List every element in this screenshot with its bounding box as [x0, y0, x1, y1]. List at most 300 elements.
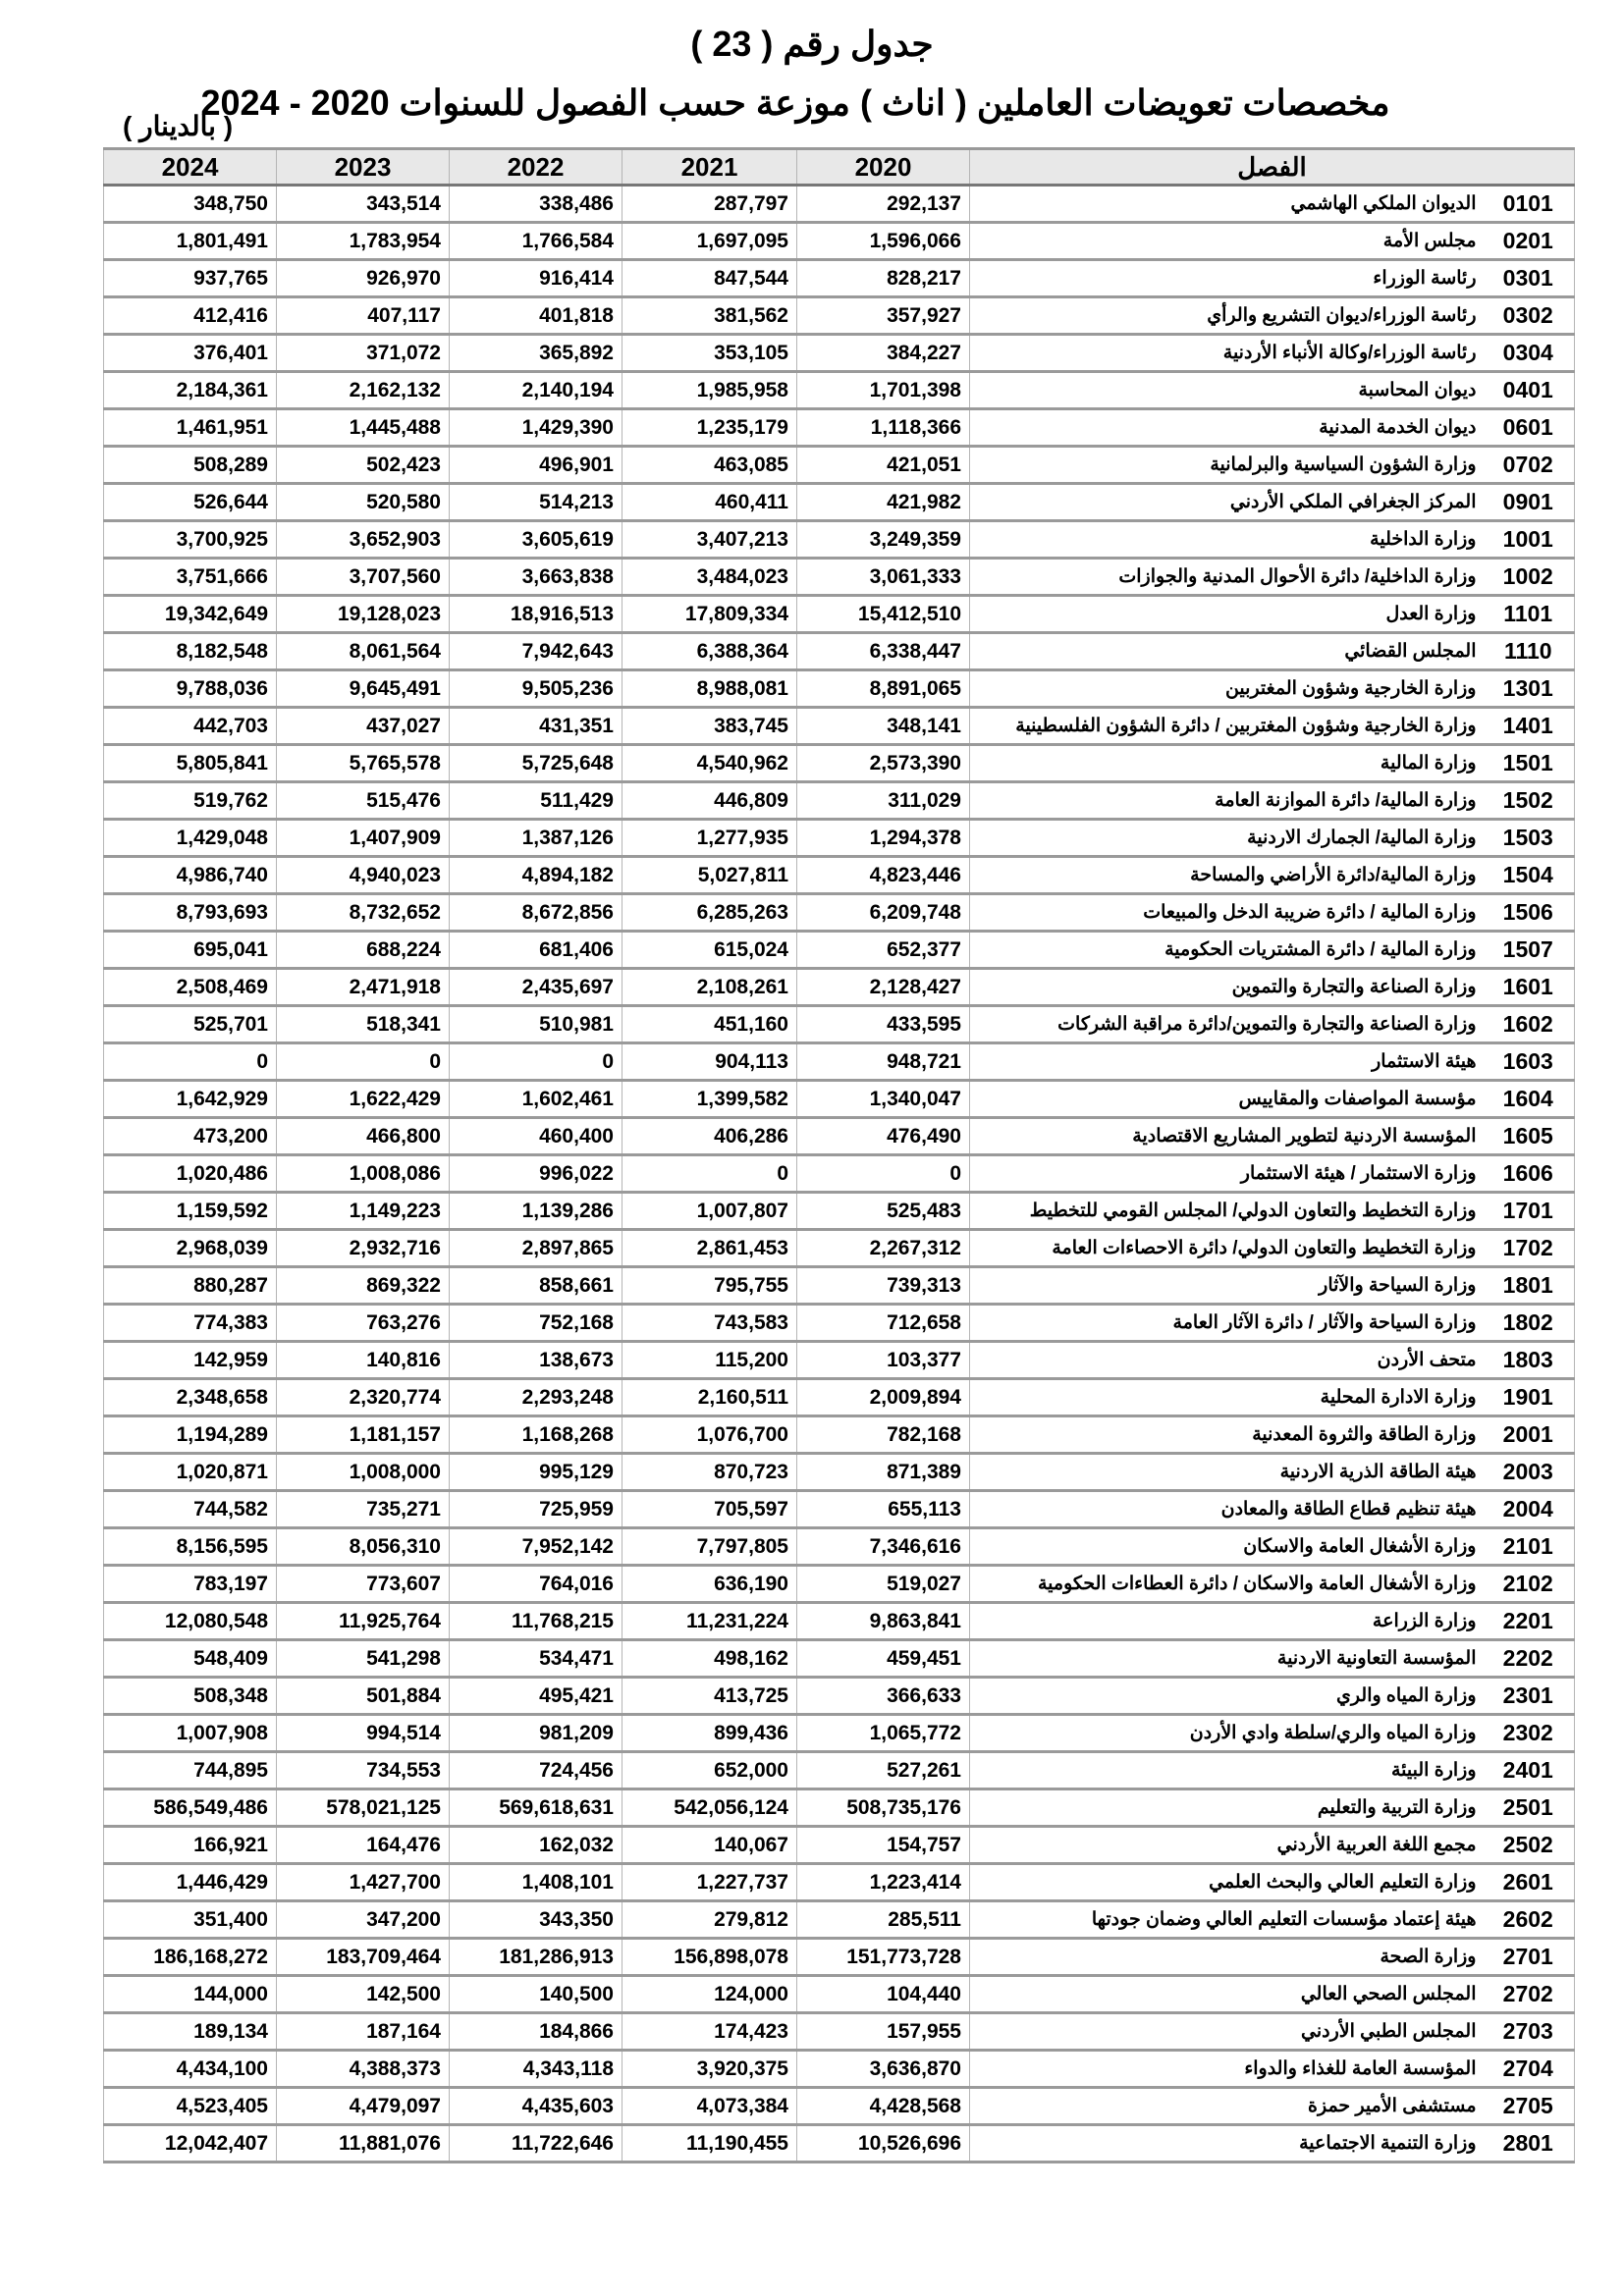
value-2022: 7,952,142	[450, 1528, 623, 1566]
table-row	[104, 1715, 1575, 1752]
value-2022: 184,866	[450, 2013, 623, 2051]
value-2020: 739,313	[797, 1267, 970, 1305]
header-chapter: الفصل	[970, 149, 1575, 186]
table-row	[104, 1491, 1575, 1528]
table-row	[104, 1752, 1575, 1789]
chapter-name: وزارة المياه والري/سلطة وادي الأردن	[970, 1715, 1483, 1752]
value-2022: 401,818	[450, 297, 623, 335]
value-2023: 11,925,764	[277, 1603, 450, 1640]
table-row	[104, 857, 1575, 894]
value-2022: 8,672,856	[450, 894, 623, 932]
value-2022: 3,663,838	[450, 559, 623, 596]
value-2021: 1,277,935	[623, 820, 797, 857]
value-2024: 695,041	[104, 932, 277, 969]
value-2020: 103,377	[797, 1342, 970, 1379]
chapter-name: وزارة الصناعة والتجارة والتموين	[970, 969, 1483, 1006]
value-2023: 347,200	[277, 1901, 450, 1939]
chapter-name: وزارة التربية والتعليم	[970, 1789, 1483, 1827]
chapter-name: الديوان الملكي الهاشمي	[970, 186, 1483, 223]
value-2022: 495,421	[450, 1678, 623, 1715]
chapter-code: 1101	[1483, 596, 1575, 633]
value-2020: 3,636,870	[797, 2051, 970, 2088]
value-2021: 17,809,334	[623, 596, 797, 633]
value-2021: 8,988,081	[623, 670, 797, 708]
value-2023: 5,765,578	[277, 745, 450, 782]
value-2020: 366,633	[797, 1678, 970, 1715]
value-2024: 8,156,595	[104, 1528, 277, 1566]
value-2022: 3,605,619	[450, 521, 623, 559]
value-2024: 937,765	[104, 260, 277, 297]
value-2020: 527,261	[797, 1752, 970, 1789]
value-2020: 285,511	[797, 1901, 970, 1939]
value-2023: 2,471,918	[277, 969, 450, 1006]
value-2024: 4,986,740	[104, 857, 277, 894]
value-2020: 525,483	[797, 1193, 970, 1230]
table-row	[104, 1827, 1575, 1864]
value-2022: 7,942,643	[450, 633, 623, 670]
value-2022: 995,129	[450, 1454, 623, 1491]
chapter-name: وزارة الداخلية	[970, 521, 1483, 559]
table-row	[104, 2088, 1575, 2125]
chapter-name: وزارة السياحة والآثار / دائرة الآثار العامة	[970, 1305, 1483, 1342]
value-2022: 725,959	[450, 1491, 623, 1528]
value-2024: 144,000	[104, 1976, 277, 2013]
value-2021: 1,985,958	[623, 372, 797, 409]
value-2022: 1,168,268	[450, 1416, 623, 1454]
chapter-name: وزارة التخطيط والتعاون الدولي/ المجلس القومي للتخطيط	[970, 1193, 1483, 1230]
value-2024: 1,461,951	[104, 409, 277, 447]
value-2020: 154,757	[797, 1827, 970, 1864]
table-row	[104, 297, 1575, 335]
header-2020: 2020	[797, 149, 970, 186]
chapter-code: 2702	[1483, 1976, 1575, 2013]
chapter-code: 2101	[1483, 1528, 1575, 1566]
value-2023: 4,479,097	[277, 2088, 450, 2125]
value-2022: 338,486	[450, 186, 623, 223]
value-2024: 526,644	[104, 484, 277, 521]
chapter-name: هيئة الاستثمار	[970, 1043, 1483, 1081]
value-2021: 1,007,807	[623, 1193, 797, 1230]
value-2020: 828,217	[797, 260, 970, 297]
value-2023: 142,500	[277, 1976, 450, 2013]
value-2022: 569,618,631	[450, 1789, 623, 1827]
value-2022: 916,414	[450, 260, 623, 297]
table-row	[104, 1267, 1575, 1305]
value-2021: 463,085	[623, 447, 797, 484]
value-2024: 1,020,486	[104, 1155, 277, 1193]
table-row	[104, 708, 1575, 745]
value-2021: 615,024	[623, 932, 797, 969]
value-2022: 496,901	[450, 447, 623, 484]
value-2022: 11,768,215	[450, 1603, 623, 1640]
table-row	[104, 2013, 1575, 2051]
chapter-name: وزارة المالية/دائرة الأراضي والمساحة	[970, 857, 1483, 894]
value-2024: 880,287	[104, 1267, 277, 1305]
chapter-name: رئاسة الوزراء/وكالة الأنباء الأردنية	[970, 335, 1483, 372]
chapter-code: 0702	[1483, 447, 1575, 484]
table-row	[104, 2125, 1575, 2163]
value-2020: 459,451	[797, 1640, 970, 1678]
value-2024: 1,642,929	[104, 1081, 277, 1118]
chapter-code: 1602	[1483, 1006, 1575, 1043]
value-2023: 541,298	[277, 1640, 450, 1678]
value-2022: 1,408,101	[450, 1864, 623, 1901]
table-header-row	[104, 149, 1575, 186]
chapter-code: 1507	[1483, 932, 1575, 969]
chapter-name: رئاسة الوزراء	[970, 260, 1483, 297]
chapter-name: وزارة الادارة المحلية	[970, 1379, 1483, 1416]
chapter-name: وزارة المالية/ دائرة الموازنة العامة	[970, 782, 1483, 820]
value-2023: 2,162,132	[277, 372, 450, 409]
chapter-code: 1301	[1483, 670, 1575, 708]
value-2021: 140,067	[623, 1827, 797, 1864]
value-2020: 2,128,427	[797, 969, 970, 1006]
value-2022: 2,293,248	[450, 1379, 623, 1416]
chapter-code: 2401	[1483, 1752, 1575, 1789]
table-row	[104, 1230, 1575, 1267]
chapter-code: 2501	[1483, 1789, 1575, 1827]
value-2022: 140,500	[450, 1976, 623, 2013]
chapter-name: هيئة إعتماد مؤسسات التعليم العالي وضمان جودتها	[970, 1901, 1483, 1939]
chapter-code: 1801	[1483, 1267, 1575, 1305]
value-2021: 542,056,124	[623, 1789, 797, 1827]
value-2023: 9,645,491	[277, 670, 450, 708]
value-2021: 2,108,261	[623, 969, 797, 1006]
chapter-name: وزارة الأشغال العامة والاسكان	[970, 1528, 1483, 1566]
value-2020: 2,009,894	[797, 1379, 970, 1416]
value-2020: 15,412,510	[797, 596, 970, 633]
value-2024: 783,197	[104, 1566, 277, 1603]
chapter-code: 1601	[1483, 969, 1575, 1006]
value-2024: 2,968,039	[104, 1230, 277, 1267]
table-row	[104, 186, 1575, 223]
value-2020: 7,346,616	[797, 1528, 970, 1566]
chapter-code: 0601	[1483, 409, 1575, 447]
value-2022: 858,661	[450, 1267, 623, 1305]
value-2022: 11,722,646	[450, 2125, 623, 2163]
value-2024: 142,959	[104, 1342, 277, 1379]
value-2024: 412,416	[104, 297, 277, 335]
table-row	[104, 447, 1575, 484]
chapter-name: رئاسة الوزراء/ديوان التشريع والرأي	[970, 297, 1483, 335]
value-2022: 4,894,182	[450, 857, 623, 894]
value-2023: 1,149,223	[277, 1193, 450, 1230]
value-2020: 1,065,772	[797, 1715, 970, 1752]
value-2023: 501,884	[277, 1678, 450, 1715]
value-2024: 744,895	[104, 1752, 277, 1789]
chapter-name: وزارة المياه والري	[970, 1678, 1483, 1715]
chapter-name: وزارة الشؤون السياسية والبرلمانية	[970, 447, 1483, 484]
value-2023: 926,970	[277, 260, 450, 297]
value-2023: 2,320,774	[277, 1379, 450, 1416]
value-2020: 8,891,065	[797, 670, 970, 708]
value-2023: 1,407,909	[277, 820, 450, 857]
chapter-code: 2001	[1483, 1416, 1575, 1454]
value-2020: 6,209,748	[797, 894, 970, 932]
value-2022: 724,456	[450, 1752, 623, 1789]
value-2021: 174,423	[623, 2013, 797, 2051]
chapter-code: 1606	[1483, 1155, 1575, 1193]
value-2020: 157,955	[797, 2013, 970, 2051]
value-2023: 8,732,652	[277, 894, 450, 932]
value-2023: 407,117	[277, 297, 450, 335]
table-number-title: جدول رقم ( 23 )	[690, 24, 934, 64]
value-2021: 743,583	[623, 1305, 797, 1342]
value-2024: 1,194,289	[104, 1416, 277, 1454]
chapter-name: ديوان الخدمة المدنية	[970, 409, 1483, 447]
chapter-code: 2302	[1483, 1715, 1575, 1752]
value-2023: 578,021,125	[277, 1789, 450, 1827]
chapter-name: وزارة الداخلية/ دائرة الأحوال المدنية والجوازات	[970, 559, 1483, 596]
chapter-code: 1401	[1483, 708, 1575, 745]
value-2020: 655,113	[797, 1491, 970, 1528]
value-2020: 1,340,047	[797, 1081, 970, 1118]
chapter-code: 1802	[1483, 1305, 1575, 1342]
chapter-name: المجلس القضائي	[970, 633, 1483, 670]
value-2021: 6,388,364	[623, 633, 797, 670]
value-2023: 11,881,076	[277, 2125, 450, 2163]
table-row	[104, 745, 1575, 782]
value-2020: 1,596,066	[797, 223, 970, 260]
table-row	[104, 1789, 1575, 1827]
table-row	[104, 1976, 1575, 2013]
value-2024: 774,383	[104, 1305, 277, 1342]
value-2023: 994,514	[277, 1715, 450, 1752]
chapter-code: 1901	[1483, 1379, 1575, 1416]
value-2024: 3,751,666	[104, 559, 277, 596]
value-2024: 376,401	[104, 335, 277, 372]
value-2020: 508,735,176	[797, 1789, 970, 1827]
value-2020: 357,927	[797, 297, 970, 335]
chapter-code: 0401	[1483, 372, 1575, 409]
currency-unit-label: ( بالدينار )	[123, 111, 234, 141]
chapter-code: 1502	[1483, 782, 1575, 820]
value-2021: 2,160,511	[623, 1379, 797, 1416]
value-2023: 466,800	[277, 1118, 450, 1155]
value-2024: 1,801,491	[104, 223, 277, 260]
value-2021: 1,235,179	[623, 409, 797, 447]
value-2024: 4,523,405	[104, 2088, 277, 2125]
value-2024: 3,700,925	[104, 521, 277, 559]
table-row	[104, 1640, 1575, 1678]
value-2020: 871,389	[797, 1454, 970, 1491]
value-2022: 752,168	[450, 1305, 623, 1342]
table-row	[104, 335, 1575, 372]
chapter-name: وزارة الأشغال العامة والاسكان / دائرة العطاءات الحكومية	[970, 1566, 1483, 1603]
chapter-code: 2801	[1483, 2125, 1575, 2163]
value-2024: 2,348,658	[104, 1379, 277, 1416]
table-row	[104, 1678, 1575, 1715]
table-row	[104, 559, 1575, 596]
value-2023: 1,008,000	[277, 1454, 450, 1491]
value-2021: 287,797	[623, 186, 797, 223]
value-2024: 4,434,100	[104, 2051, 277, 2088]
value-2021: 4,073,384	[623, 2088, 797, 2125]
value-2021: 124,000	[623, 1976, 797, 2013]
table-row	[104, 633, 1575, 670]
value-2020: 1,118,366	[797, 409, 970, 447]
value-2022: 2,140,194	[450, 372, 623, 409]
value-2024: 5,805,841	[104, 745, 277, 782]
value-2024: 12,080,548	[104, 1603, 277, 1640]
value-2020: 652,377	[797, 932, 970, 969]
value-2020: 712,658	[797, 1305, 970, 1342]
value-2023: 773,607	[277, 1566, 450, 1603]
value-2024: 19,342,649	[104, 596, 277, 633]
table-row	[104, 782, 1575, 820]
value-2020: 421,982	[797, 484, 970, 521]
value-2020: 519,027	[797, 1566, 970, 1603]
value-2020: 10,526,696	[797, 2125, 970, 2163]
value-2023: 1,008,086	[277, 1155, 450, 1193]
value-2022: 510,981	[450, 1006, 623, 1043]
value-2021: 413,725	[623, 1678, 797, 1715]
value-2021: 870,723	[623, 1454, 797, 1491]
value-2020: 384,227	[797, 335, 970, 372]
chapter-code: 1604	[1483, 1081, 1575, 1118]
value-2022: 5,725,648	[450, 745, 623, 782]
value-2020: 433,595	[797, 1006, 970, 1043]
header-2024: 2024	[104, 149, 277, 186]
chapter-name: وزارة الزراعة	[970, 1603, 1483, 1640]
chapter-name: المجلس الطبي الأردني	[970, 2013, 1483, 2051]
value-2022: 514,213	[450, 484, 623, 521]
table-row	[104, 1305, 1575, 1342]
value-2022: 681,406	[450, 932, 623, 969]
value-2023: 140,816	[277, 1342, 450, 1379]
value-2024: 1,007,908	[104, 1715, 277, 1752]
value-2022: 1,387,126	[450, 820, 623, 857]
value-2022: 18,916,513	[450, 596, 623, 633]
chapter-name: وزارة الاستثمار / هيئة الاستثمار	[970, 1155, 1483, 1193]
table-row	[104, 521, 1575, 559]
table-row	[104, 1864, 1575, 1901]
value-2023: 187,164	[277, 2013, 450, 2051]
table-row	[104, 2051, 1575, 2088]
value-2024: 473,200	[104, 1118, 277, 1155]
chapter-code: 0302	[1483, 297, 1575, 335]
value-2021: 1,697,095	[623, 223, 797, 260]
chapter-name: مستشفى الأمير حمزة	[970, 2088, 1483, 2125]
value-2021: 6,285,263	[623, 894, 797, 932]
value-2021: 4,540,962	[623, 745, 797, 782]
value-2021: 904,113	[623, 1043, 797, 1081]
value-2023: 371,072	[277, 335, 450, 372]
value-2023: 688,224	[277, 932, 450, 969]
value-2021: 1,399,582	[623, 1081, 797, 1118]
table-row	[104, 969, 1575, 1006]
value-2023: 3,707,560	[277, 559, 450, 596]
value-2024: 744,582	[104, 1491, 277, 1528]
chapter-code: 2003	[1483, 1454, 1575, 1491]
chapter-code: 2301	[1483, 1678, 1575, 1715]
chapter-name: وزارة المالية / دائرة ضريبة الدخل والمبيعات	[970, 894, 1483, 932]
value-2021: 156,898,078	[623, 1939, 797, 1976]
value-2024: 186,168,272	[104, 1939, 277, 1976]
table-row	[104, 260, 1575, 297]
chapter-name: مجلس الأمة	[970, 223, 1483, 260]
header-2022: 2022	[450, 149, 623, 186]
chapter-name: وزارة البيئة	[970, 1752, 1483, 1789]
value-2022: 2,897,865	[450, 1230, 623, 1267]
value-2023: 1,783,954	[277, 223, 450, 260]
value-2024: 525,701	[104, 1006, 277, 1043]
chapter-name: هيئة الطاقة الذرية الاردنية	[970, 1454, 1483, 1491]
chapter-code: 1701	[1483, 1193, 1575, 1230]
value-2022: 9,505,236	[450, 670, 623, 708]
value-2023: 19,128,023	[277, 596, 450, 633]
value-2022: 764,016	[450, 1566, 623, 1603]
value-2020: 1,223,414	[797, 1864, 970, 1901]
chapter-code: 1110	[1483, 633, 1575, 670]
value-2022: 1,429,390	[450, 409, 623, 447]
chapter-code: 1002	[1483, 559, 1575, 596]
chapter-code: 2201	[1483, 1603, 1575, 1640]
value-2023: 515,476	[277, 782, 450, 820]
chapter-code: 1603	[1483, 1043, 1575, 1081]
value-2021: 451,160	[623, 1006, 797, 1043]
value-2022: 981,209	[450, 1715, 623, 1752]
chapter-code: 0304	[1483, 335, 1575, 372]
value-2023: 1,445,488	[277, 409, 450, 447]
value-2021: 381,562	[623, 297, 797, 335]
chapter-name: وزارة التعليم العالي والبحث العلمي	[970, 1864, 1483, 1901]
chapter-code: 1506	[1483, 894, 1575, 932]
value-2023: 2,932,716	[277, 1230, 450, 1267]
value-2024: 586,549,486	[104, 1789, 277, 1827]
value-2022: 534,471	[450, 1640, 623, 1678]
value-2023: 4,388,373	[277, 2051, 450, 2088]
value-2024: 1,159,592	[104, 1193, 277, 1230]
value-2022: 138,673	[450, 1342, 623, 1379]
table-row	[104, 1454, 1575, 1491]
table-row	[104, 1342, 1575, 1379]
value-2021: 460,411	[623, 484, 797, 521]
value-2021: 3,407,213	[623, 521, 797, 559]
value-2021: 1,227,737	[623, 1864, 797, 1901]
chapter-code: 1803	[1483, 1342, 1575, 1379]
value-2021: 847,544	[623, 260, 797, 297]
value-2024: 1,429,048	[104, 820, 277, 857]
chapter-name: وزارة الصحة	[970, 1939, 1483, 1976]
value-2021: 446,809	[623, 782, 797, 820]
table-row	[104, 1155, 1575, 1193]
value-2024: 8,182,548	[104, 633, 277, 670]
chapter-code: 2102	[1483, 1566, 1575, 1603]
value-2021: 899,436	[623, 1715, 797, 1752]
value-2021: 795,755	[623, 1267, 797, 1305]
value-2024: 0	[104, 1043, 277, 1081]
value-2023: 343,514	[277, 186, 450, 223]
chapter-name: المؤسسة التعاونية الاردنية	[970, 1640, 1483, 1678]
table-row	[104, 894, 1575, 932]
table-row	[104, 1901, 1575, 1939]
value-2023: 1,181,157	[277, 1416, 450, 1454]
value-2023: 869,322	[277, 1267, 450, 1305]
value-2020: 4,428,568	[797, 2088, 970, 2125]
value-2024: 351,400	[104, 1901, 277, 1939]
table-row	[104, 1566, 1575, 1603]
chapter-name: متحف الأردن	[970, 1342, 1483, 1379]
table-row	[104, 1118, 1575, 1155]
value-2022: 162,032	[450, 1827, 623, 1864]
allocations-table	[103, 147, 1575, 2163]
value-2022: 1,139,286	[450, 1193, 623, 1230]
value-2022: 511,429	[450, 782, 623, 820]
chapter-name: ديوان المحاسبة	[970, 372, 1483, 409]
chapter-name: المركز الجغرافي الملكي الأردني	[970, 484, 1483, 521]
chapter-name: المؤسسة العامة للغذاء والدواء	[970, 2051, 1483, 2088]
